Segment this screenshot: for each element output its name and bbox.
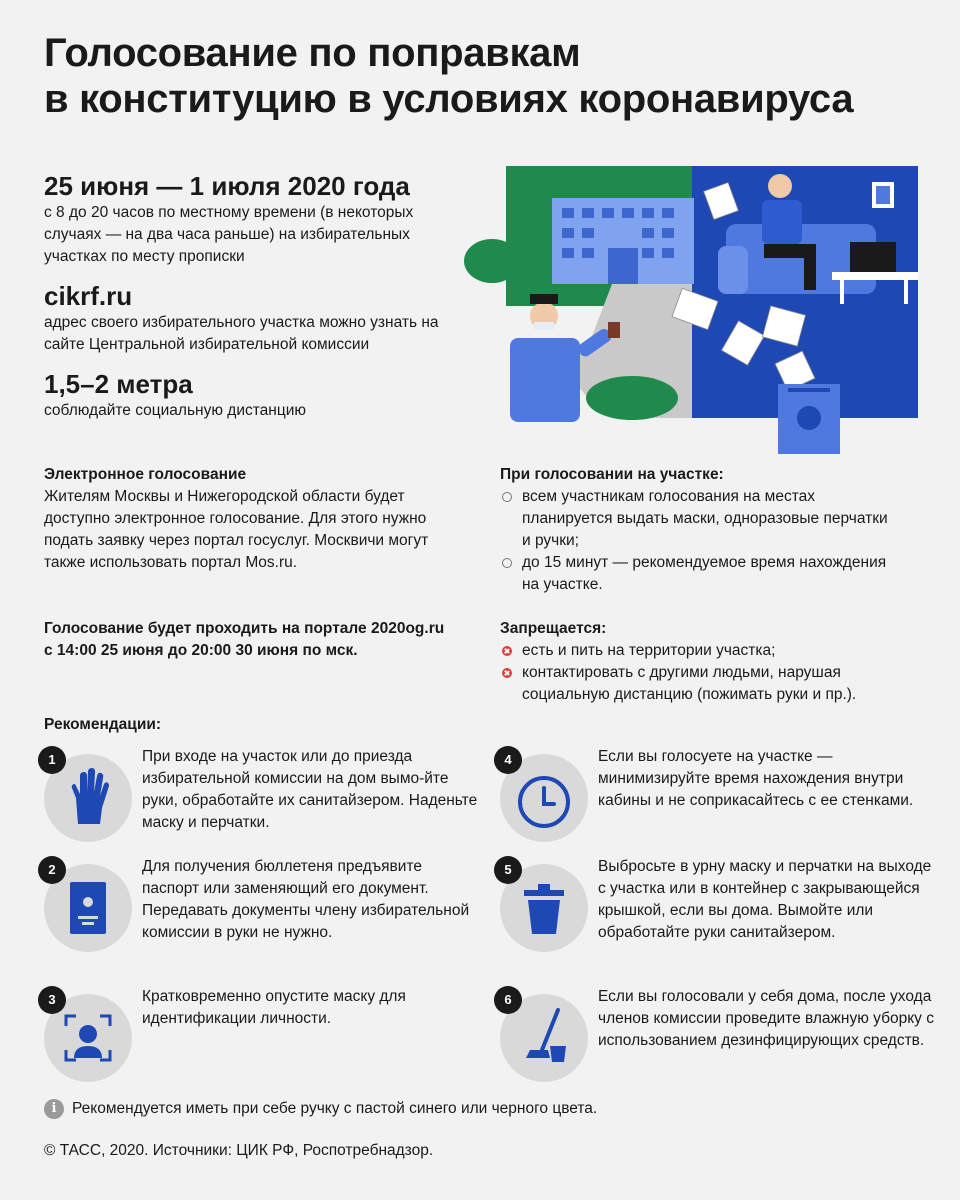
voting-illustration [462,166,920,456]
portal-line-2: с 14:00 25 июня до 20:00 30 июня по мск. [44,642,358,659]
pen-note [44,1098,597,1120]
recommendation-text: Если вы голосовали у себя дома, после ухода членов комиссии проведите влажную уборку с использованием дезинфицирующих средств. [598,988,934,1049]
title-line-1: Голосование по поправкам [44,31,581,75]
portal-line-1: Голосование будет проходить на портале 2020og.ru [44,620,445,637]
step-number: 1 [38,746,66,774]
portal-info [44,618,484,662]
forbidden-item: есть и пить на территории участка; [500,640,920,662]
voting-dates-description: с 8 до 20 часов по местному времени (в некоторых случаях — на два часа раньше) на избирательных участках по месту прописки [44,204,414,265]
step-number: 5 [494,856,522,884]
at-station-section [500,464,900,596]
social-distance-description: соблюдайте социальную дистанцию [44,402,307,419]
step-number: 6 [494,986,522,1014]
step-number: 2 [38,856,66,884]
recommendation-5 [500,856,930,956]
forbidden-section [500,618,920,706]
recommendation-6 [500,986,934,1086]
electronic-voting-text: Жителям Москвы и Нижегородской области будет доступно электронное голосование. Для этого нужно подать заявку через портал госуслуг. Москвичи могут также использовать портал Mos.ru. [44,488,429,571]
forbidden-item: контактировать с другими людьми, нарушая социальную дистанцию (пожимать руки и пр.). [500,662,920,706]
electronic-voting-section [44,464,444,574]
at-station-heading: При голосовании на участке: [500,466,724,483]
social-distance: 1,5–2 метра [44,369,193,399]
recommendations-heading: Рекомендации: [44,716,162,733]
forbidden-heading: Запрещается: [500,620,607,637]
recommendation-2 [44,856,474,956]
recommendation-1 [44,746,478,846]
recommendation-4 [500,746,930,846]
footer-sources: © ТАСС, 2020. Источники: ЦИК РФ, Роспотребнадзор. [44,1142,434,1159]
voting-dates: 25 июня — 1 июля 2020 года [44,171,410,201]
distance-block [44,368,474,422]
electronic-voting-heading: Электронное голосование [44,466,247,483]
title-line-2: в конституцию в условиях коронавируса [44,77,854,121]
recommendation-text: При входе на участок или до приезда избирательной комиссии на дом вымо-йте руки, обработайте их санитайзером. Наденьте маску и перчатки. [142,748,478,831]
recommendation-text: Для получения бюллетеня предъявите паспорт или заменяющий его документ. Передавать документы члену избирательной комиссии в руки не нужно. [142,858,470,941]
dates-block [44,170,474,268]
at-station-item: до 15 минут — рекомендуемое время нахождения на участке. [500,552,900,596]
circle-bullet-icon [502,492,512,502]
info-icon: i [44,1099,64,1119]
pen-note-text: Рекомендуется иметь при себе ручку с пастой синего или черного цвета. [72,1100,598,1117]
cross-bullet-icon [502,668,512,678]
step-number: 3 [38,986,66,1014]
step-number: 4 [494,746,522,774]
at-station-item: всем участникам голосования на местах планируется выдать маски, одноразовые перчатки и ручки; [500,486,900,552]
recommendation-text: Кратковременно опустите маску для идентификации личности. [142,988,406,1027]
circle-bullet-icon [502,558,512,568]
cross-bullet-icon [502,646,512,656]
recommendation-text: Выбросьте в урну маску и перчатки на выходе с участка или в контейнер с закрывающейся крышкой, если вы дома. Вымойте или обработайте руки санитайзером. [598,858,932,941]
recommendation-text: Если вы голосуете на участке — минимизируйте время нахождения внутри кабины и не соприкасайтесь с ее стенками. [598,748,914,809]
cik-site: cikrf.ru [44,281,133,311]
page-title [44,30,924,122]
cik-site-description: адрес своего избирательного участка можно узнать на сайте Центральной избирательной комиссии [44,314,439,353]
recommendation-3 [44,986,474,1086]
site-block [44,280,474,356]
